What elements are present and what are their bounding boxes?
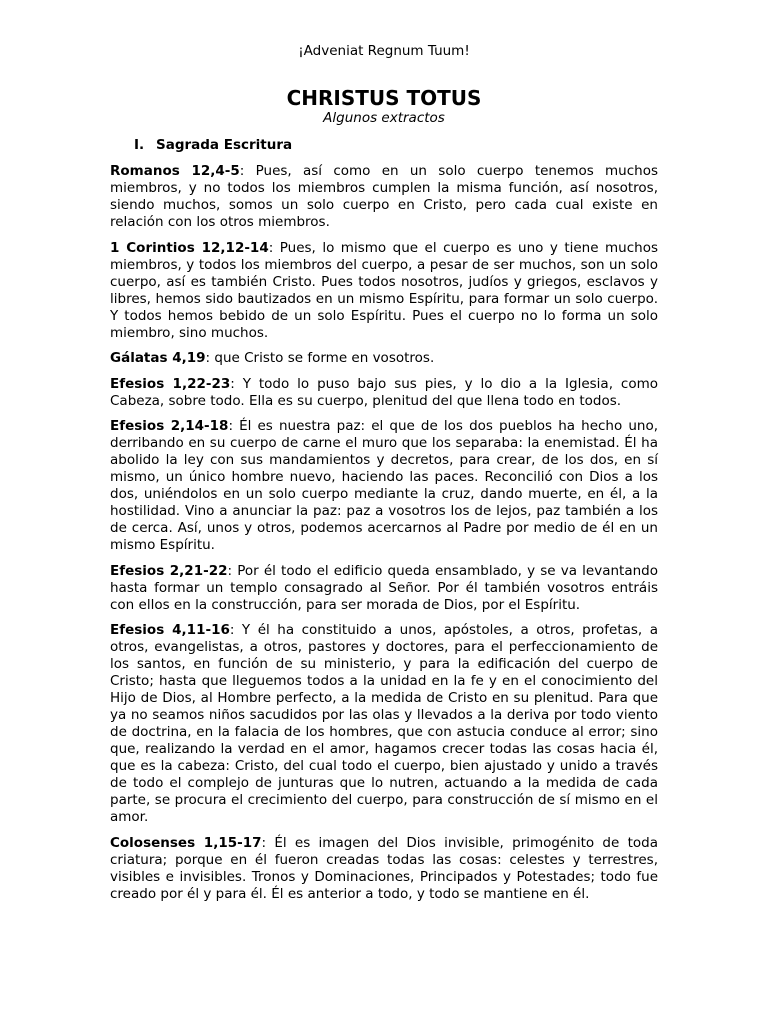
passage-text: : Pues, así como en un solo cuerpo tenemos muchos miembros, y no todos los miembros cumplen la misma función, así nosotros, siendo muchos, somos un solo cuerpo en Cristo, pero cada cual existe en relación con los otros miembros. bbox=[110, 163, 658, 230]
passage-reference: Efesios 4,11-16 bbox=[110, 622, 230, 638]
passage-efesios-2-21-22 bbox=[110, 563, 658, 614]
passage-galatas-4-19 bbox=[110, 350, 658, 367]
passage-reference: Romanos 12,4-5 bbox=[110, 163, 240, 179]
section-heading bbox=[110, 137, 658, 153]
passage-reference: 1 Corintios 12,12-14 bbox=[110, 239, 269, 256]
passage-reference: Efesios 1,22-23 bbox=[110, 375, 231, 392]
document-subtitle: Algunos extractos bbox=[323, 110, 445, 126]
passage-text: : Y él ha constituido a unos, apóstoles, a otros, profetas, a otros, evangelistas, a otros, pastores y doctores, para el perfeccionamiento de los santos, en función de su ministerio, y para la edificación del cuerpo de Cristo; hasta que lleguemos todos a la unidad en la fe y en el conocimiento del Hijo de Dios, al Hombre perfecto, a la medida de Cristo en su plenitud. Para que ya no seamos niños sacudidos por las olas y llevados a la deriva por todo viento de doctrina, en la falacia de los hombres, que con astucia conduce al error; sino que, realizando la verdad en el amor, hagamos crecer todas las cosas hacia él, que es la cabeza: Cristo, del cual todo el cuerpo, bien ajustado y unido a través de todo el complejo de junturas que lo nutren, actuando a la medida de cada parte, se procura el crecimiento del cuerpo, para construcción de sí mismo en el amor. bbox=[110, 622, 658, 825]
section-label: Sagrada Escritura bbox=[156, 137, 293, 153]
passage-text: : que Cristo se forme en vosotros. bbox=[205, 350, 435, 366]
page-header-motto: ¡Adveniat Regnum Tuum! bbox=[298, 43, 470, 59]
passage-1-corintios-12-12-14 bbox=[110, 240, 658, 342]
document-title: CHRISTUS TOTUS bbox=[286, 86, 482, 110]
passage-text: : Él es imagen del Dios invisible, primogénito de toda criatura; porque en él fueron creadas todas las cosas: celestes y terrestres, visibles e invisibles. Tronos y Dominaciones, Principados y Potestades; todo fue creado por él y para él. Él es anterior a todo, y todo se mantiene en él. bbox=[110, 834, 658, 902]
passage-efesios-1-22-23 bbox=[110, 376, 658, 410]
passage-reference: Efesios 2,14-18 bbox=[110, 418, 229, 434]
passage-list bbox=[110, 163, 658, 903]
passage-romanos-12-4-5 bbox=[110, 163, 658, 231]
passage-reference: Gálatas 4,19 bbox=[110, 350, 206, 366]
passage-reference: Efesios 2,21-22 bbox=[110, 562, 228, 579]
section-number: I. bbox=[134, 137, 145, 153]
passage-reference: Colosenses 1,15-17 bbox=[110, 834, 262, 851]
passage-colosenses-1-15-17 bbox=[110, 835, 658, 903]
passage-efesios-2-14-18 bbox=[110, 418, 658, 554]
passage-text: : Él es nuestra paz: el que de los dos pueblos ha hecho uno, derribando en su cuerpo de carne el muro que los separaba: la enemistad. Él ha abolido la ley con sus mandamientos y decretos, para crear, de los dos, en sí mismo, un único hombre nuevo, haciendo las paces. Reconcilió con Dios a los dos, uniéndolos en un solo cuerpo mediante la cruz, dando muerte, en él, a la hostilidad. Vino a anunciar la paz: paz a vosotros los de lejos, paz también a los de cerca. Así, unos y otros, podemos acercarnos al Padre por medio de él en un mismo Espíritu. bbox=[110, 418, 659, 553]
passage-text: : Pues, lo mismo que el cuerpo es uno y tiene muchos miembros, y todos los miembros del cuerpo, a pesar de ser muchos, son un solo cuerpo, así es también Cristo. Pues todos nosotros, judíos y griegos, esclavos y libres, hemos sido bautizados en un mismo Espíritu, para formar un solo cuerpo. Y todos hemos bebido de un solo Espíritu. Pues el cuerpo no lo forma un solo miembro, sino muchos. bbox=[110, 239, 658, 341]
passage-efesios-4-11-16 bbox=[110, 622, 658, 826]
passage-text: : Por él todo el edificio queda ensamblado, y se va levantando hasta formar un templo consagrado al Señor. Por él también vosotros entráis con ellos en la construcción, para ser morada de Dios, por el Espíritu. bbox=[110, 562, 659, 613]
passage-text: : Y todo lo puso bajo sus pies, y lo dio a la Iglesia, como Cabeza, sobre todo. Ella es su cuerpo, plenitud del que llena todo en todos. bbox=[110, 375, 659, 409]
